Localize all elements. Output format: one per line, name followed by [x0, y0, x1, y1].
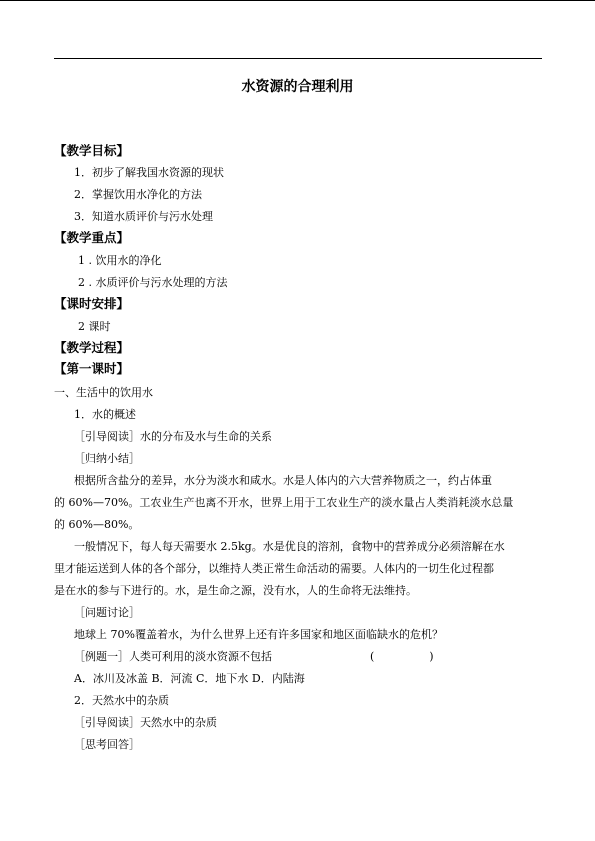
header-rule — [54, 58, 542, 59]
paragraph-1-line-3: 的 60%—80%。 — [54, 518, 140, 531]
example-question-text: ［例题一］人类可利用的淡水资源不包括 — [74, 650, 272, 663]
goal-item-1: 1．初步了解我国水资源的现状 — [74, 166, 224, 179]
paragraph-2-line-2: 里才能运送到人体的各个部分，以维持人类正常生命活动的需要。人体内的一切生化过程都 — [54, 562, 494, 575]
discussion-label: ［问题讨论］ — [74, 606, 140, 619]
process-heading: 【教学过程】 — [54, 340, 130, 355]
schedule-text: 2 课时 — [78, 320, 111, 333]
think-answer-label: ［思考回答］ — [74, 738, 140, 751]
part-1-heading: 一、生活中的饮用水 — [54, 386, 153, 399]
goals-heading: 【教学目标】 — [54, 143, 130, 158]
answer-blank: ( ) — [370, 650, 434, 663]
paragraph-1-line-2: 的 60%—70%。工农业生产也离不开水，世界上用于工农业生产的淡水量占人类消耗淡水总量 — [54, 496, 514, 509]
goal-item-2: 2．掌握饮用水净化的方法 — [74, 188, 202, 201]
lesson-1-heading: 【第一课时】 — [54, 361, 130, 376]
item-1-heading: 1．水的概述 — [74, 408, 136, 421]
paragraph-2-line-1: 一般情况下，每人每天需要水 2.5kg。水是优良的溶剂，食物中的营养成分必须溶解在水 — [74, 540, 505, 553]
key-point-1: 1 . 饮用水的净化 — [78, 254, 162, 267]
paragraph-1-line-1: 根据所含盐分的差异，水分为淡水和咸水。水是人体内的六大营养物质之一，约占体重 — [74, 474, 492, 487]
key-point-2: 2 . 水质评价与污水处理的方法 — [78, 276, 228, 289]
guided-reading-2: ［引导阅读］天然水中的杂质 — [74, 716, 217, 729]
schedule-heading: 【课时安排】 — [54, 296, 130, 311]
key-points-heading: 【教学重点】 — [54, 230, 130, 245]
paragraph-2-line-3: 是在水的参与下进行的。水，是生命之源，没有水，人的生命将无法维持。 — [54, 584, 417, 597]
summary-label: ［归纳小结］ — [74, 452, 140, 465]
guided-reading-1: ［引导阅读］水的分布及水与生命的关系 — [74, 430, 272, 443]
page-top-border — [0, 0, 595, 1]
document-title: 水资源的合理利用 — [241, 79, 354, 95]
item-2-heading: 2．天然水中的杂质 — [74, 694, 169, 707]
example-question — [74, 650, 564, 664]
goal-item-3: 3．知道水质评价与污水处理 — [74, 210, 213, 223]
answer-options: A．冰川及冰盖 B．河流 C．地下水 D．内陆海 — [74, 672, 305, 685]
discussion-question: 地球上 70%覆盖着水，为什么世界上还有许多国家和地区面临缺水的危机？ — [74, 628, 443, 641]
